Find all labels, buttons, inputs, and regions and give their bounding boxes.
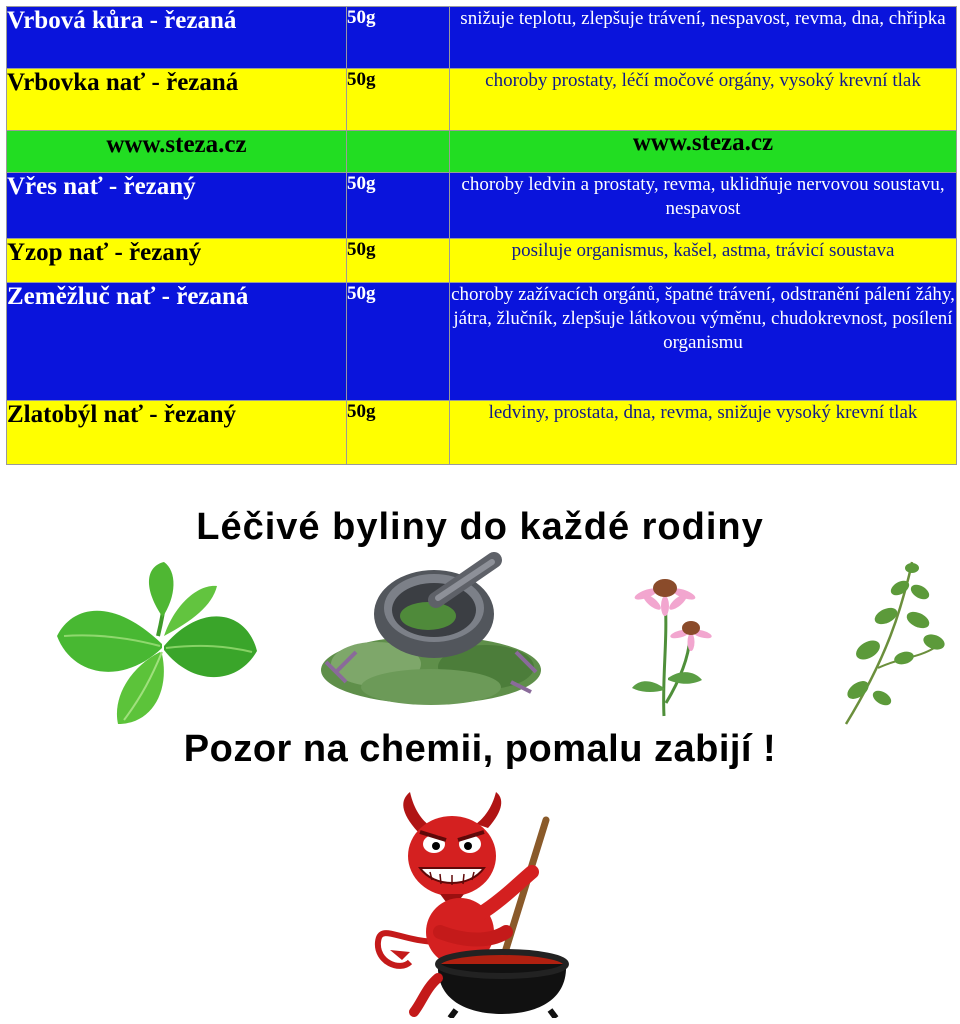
herb-name: Vrbovka nať - řezaná xyxy=(7,69,347,131)
table-row xyxy=(7,173,957,239)
table-row xyxy=(7,7,957,69)
herb-description: posiluje organismus, kašel, astma, trávicí soustava xyxy=(450,239,957,283)
oregano-sprig-image xyxy=(838,558,946,726)
herb-description: snižuje teplotu, zlepšuje trávení, nespavost, revma, dna, chřipka xyxy=(450,7,957,69)
website-label: www.steza.cz xyxy=(7,131,347,173)
herb-name: Yzop nať - řezaný xyxy=(7,239,347,283)
table-row xyxy=(7,69,957,131)
table-row xyxy=(7,283,957,401)
herb-table xyxy=(6,6,957,465)
herb-name: Zeměžluč nať - řezaná xyxy=(7,283,347,401)
herb-description: choroby zažívacích orgánů, špatné trávení, odstranění pálení žáhy, játra, žlučník, zlepšuje látkovou výměnu, chudokrevnost, posílení organismu xyxy=(450,283,957,401)
herb-quantity xyxy=(347,131,450,173)
herb-description: ledviny, prostata, dna, revma, snižuje vysoký krevní tlak xyxy=(450,401,957,465)
herb-price-list xyxy=(6,6,956,465)
herb-name: Zlatobýl nať - řezaný xyxy=(7,401,347,465)
herb-description: choroby prostaty, léčí močové orgány, vysoký krevní tlak xyxy=(450,69,957,131)
basil-leaves-image xyxy=(52,556,262,726)
table-row xyxy=(7,401,957,465)
table-row-website xyxy=(7,131,957,173)
devil-with-cauldron-image xyxy=(370,792,590,1018)
mortar-with-herbs-image xyxy=(316,552,546,712)
herb-quantity: 50g xyxy=(347,7,450,69)
slogan-herbs: Léčivé byliny do každé rodiny xyxy=(196,506,764,548)
herb-quantity: 50g xyxy=(347,283,450,401)
herb-quantity: 50g xyxy=(347,69,450,131)
herb-description: choroby ledvin a prostaty, revma, uklidňuje nervovou soustavu, nespavost xyxy=(450,173,957,239)
slogan-warning: Pozor na chemii, pomalu zabijí ! xyxy=(183,728,777,770)
herb-name: Vřes nať - řezaný xyxy=(7,173,347,239)
herb-quantity: 50g xyxy=(347,239,450,283)
herb-quantity: 50g xyxy=(347,173,450,239)
echinacea-flower-image xyxy=(630,568,720,718)
herb-quantity: 50g xyxy=(347,401,450,465)
herb-name: Vrbová kůra - řezaná xyxy=(7,7,347,69)
website-label: www.steza.cz xyxy=(450,131,957,173)
table-row xyxy=(7,239,957,283)
